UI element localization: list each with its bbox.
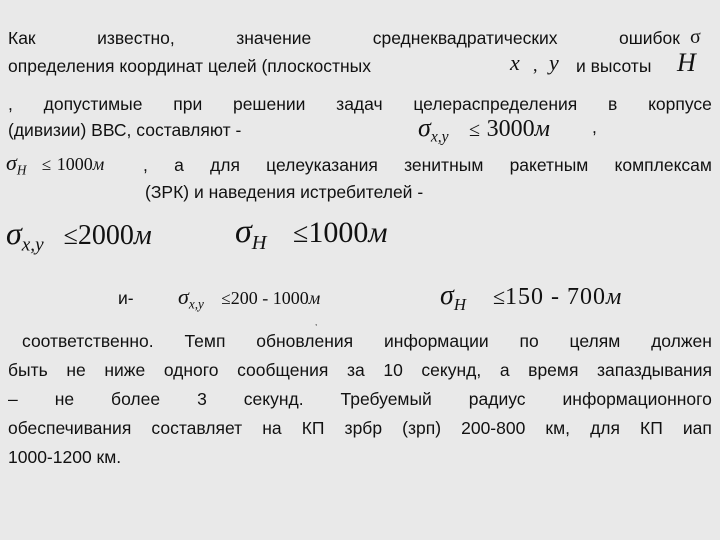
- word: сообщения: [237, 360, 329, 380]
- word: составляет: [151, 418, 243, 438]
- formula-sigma-xy-range: [178, 284, 320, 313]
- sigma-glyph: σ: [235, 213, 252, 250]
- paragraph2-line5: 1000-1200 км.: [8, 447, 122, 467]
- sigma-glyph: σ: [440, 280, 454, 311]
- paragraph2-line4: [8, 417, 712, 439]
- sigma-glyph: σ: [6, 150, 17, 175]
- word: а: [174, 155, 184, 175]
- word: быть: [8, 360, 48, 380]
- value: 200 - 1000: [230, 288, 309, 308]
- formula-sigma-xy-3000: [418, 113, 550, 146]
- word: Требуемый: [340, 389, 432, 409]
- subscript: H: [251, 232, 267, 255]
- word: ниже: [104, 360, 146, 380]
- paragraph2-line3: [8, 388, 712, 410]
- paragraph1-line3: [8, 93, 712, 115]
- word: значение: [236, 28, 312, 48]
- word: радиус: [468, 389, 526, 409]
- sigma-glyph: σ: [178, 284, 189, 309]
- word: иап: [682, 418, 712, 438]
- word: информационного: [562, 389, 712, 409]
- paragraph2-line1: [22, 330, 712, 352]
- formula-sigma-H-1000-small: [6, 150, 104, 179]
- word: допустимые: [43, 94, 143, 114]
- word: в: [608, 94, 618, 114]
- subscript: x,y: [430, 128, 449, 146]
- paragraph1-line4: (дивизии) ВВС, составляют -: [8, 120, 242, 140]
- formula-sigma-xy-2000: [6, 215, 152, 257]
- value: 150 - 700: [505, 284, 607, 310]
- word: Как: [8, 28, 36, 48]
- sigma-symbol: σ: [690, 26, 701, 48]
- word: для: [210, 155, 240, 175]
- word: на: [262, 418, 282, 438]
- word: не: [66, 360, 86, 380]
- word: корпусе: [648, 94, 712, 114]
- word: должен: [651, 331, 712, 351]
- word: целеуказания: [266, 155, 378, 175]
- word: ,: [143, 155, 148, 175]
- word: секунд.: [243, 389, 304, 409]
- subscript: x,y: [21, 234, 44, 256]
- le-sign: ≤: [492, 284, 506, 309]
- word: 200-800: [461, 418, 526, 438]
- word: 10: [383, 360, 403, 380]
- word: –: [8, 389, 18, 409]
- word: комплексам: [614, 155, 712, 175]
- word: время: [528, 360, 579, 380]
- word: ошибок: [618, 28, 680, 48]
- word: по: [519, 331, 539, 351]
- value: 3000: [486, 116, 535, 142]
- value: 2000: [77, 220, 134, 251]
- subscript: H: [453, 294, 466, 314]
- word: Темп: [184, 331, 226, 351]
- word: известно,: [97, 28, 175, 48]
- paragraph1-line2-end: и высоты: [576, 56, 652, 76]
- word: одного: [163, 360, 219, 380]
- le-sign: ≤: [63, 221, 78, 250]
- subscript: H: [16, 162, 27, 178]
- word: целям: [569, 331, 621, 351]
- sigma-glyph: σ: [418, 113, 431, 142]
- word: информации: [384, 331, 489, 351]
- value: 1000: [56, 154, 93, 174]
- value: 1000: [308, 216, 369, 249]
- trailing-comma: ,: [592, 117, 597, 137]
- word: секунд,: [421, 360, 482, 380]
- word: 3: [197, 389, 207, 409]
- comma-symbol: ,: [533, 55, 538, 75]
- paragraph1-line2: определения координат целей (плоскостных: [8, 56, 371, 76]
- paragraph1-line5: [143, 154, 712, 176]
- unit: м: [368, 216, 388, 249]
- dot-mark: ,: [315, 318, 318, 327]
- sigma-glyph: σ: [6, 215, 22, 251]
- y-symbol: y: [549, 50, 559, 75]
- unit: м: [606, 284, 622, 310]
- word: КП: [640, 418, 663, 438]
- word: не: [54, 389, 75, 409]
- word: для: [590, 418, 620, 438]
- word: решении: [232, 94, 306, 114]
- word: при: [173, 94, 203, 114]
- le-sign: ≤: [469, 119, 481, 141]
- word: зрбр: [344, 418, 383, 438]
- unit: м: [133, 220, 152, 251]
- word: обновления: [256, 331, 354, 351]
- word: за: [346, 360, 365, 380]
- x-symbol: x: [510, 50, 520, 75]
- word: а: [499, 360, 510, 380]
- formula-sigma-H-1000: [235, 213, 388, 255]
- H-symbol: H: [677, 48, 696, 77]
- unit: м: [534, 116, 550, 142]
- subscript: x,y: [188, 296, 204, 312]
- le-sign: ≤: [41, 155, 52, 174]
- word: запаздывания: [597, 360, 712, 380]
- formula-sigma-H-range: [440, 280, 621, 315]
- word: обеспечивания: [8, 418, 132, 438]
- word: соответственно.: [22, 331, 154, 351]
- paragraph1-line6: (ЗРК) и наведения истребителей -: [145, 182, 424, 202]
- word: более: [111, 389, 161, 409]
- paragraph1-line1: [8, 27, 680, 49]
- unit: м: [92, 154, 105, 174]
- word: (зрп): [402, 418, 442, 438]
- word: зенитным: [404, 155, 484, 175]
- le-sign: ≤: [293, 218, 309, 249]
- word: ,: [8, 94, 13, 114]
- word: КП: [301, 418, 325, 438]
- le-sign: ≤: [221, 289, 231, 308]
- word: задач: [336, 94, 383, 114]
- word: ракетным: [509, 155, 589, 175]
- word: км,: [545, 418, 570, 438]
- word: среднеквадратических: [372, 28, 558, 48]
- unit: м: [308, 288, 321, 308]
- word: целераспределения: [413, 94, 578, 114]
- paragraph2-line2: [8, 359, 712, 381]
- formula-prefix: и-: [118, 288, 134, 308]
